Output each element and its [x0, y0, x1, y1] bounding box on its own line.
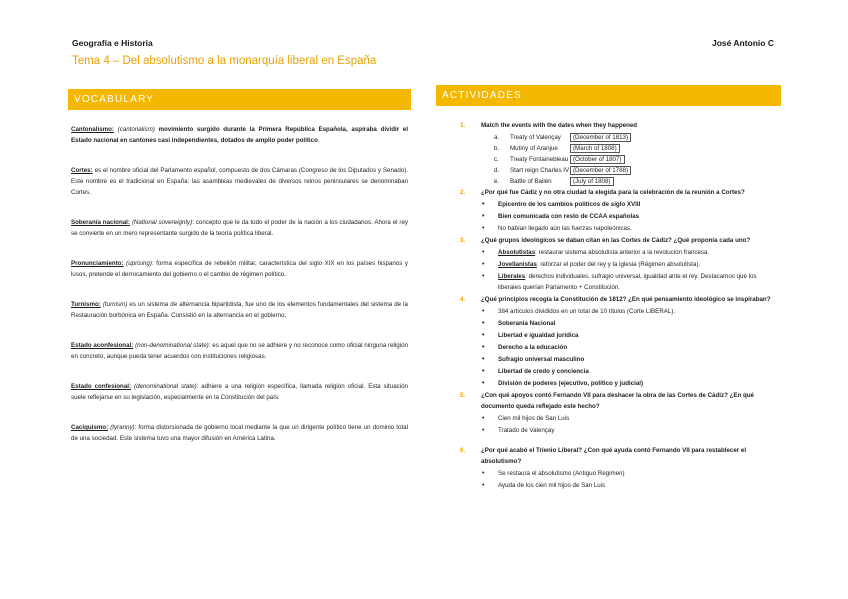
list-item: • Tratado de Valençay — [482, 427, 555, 434]
list-item: • 384 artículos divididos en un total de 10 títulos (Corte LIBERAL). — [482, 308, 676, 315]
vocabulary-section — [68, 89, 411, 463]
author-name: José Antonio C — [711, 38, 774, 48]
question-3: 3. ¿Qué grupos ideológicos se daban citan en las Cortes de Cádiz? ¿Qué proponía cada uno? — [460, 237, 751, 244]
list-item: • Derecho a la educación — [482, 344, 568, 351]
question-6: 6. ¿Por qué acabó el Trienio Liberal? ¿Con qué ayuda contó Fernando VII para restablecer el absolutismo? — [460, 447, 747, 465]
list-item: • Jovellanistas: reforzar el poder del rey y la iglesia (Régimen absolutista). — [482, 261, 701, 268]
activities-list — [436, 120, 781, 491]
vocab-entry-cantonalismo: Cantonalismo: (cantonalism) movimiento surgido durante la Primera República Española, aspiraba dividir el Estado nacional en cantones casi independientes, dotados de amplio poder político. — [71, 126, 408, 144]
match-item: d. Start reign Charles IV (December of 1788) — [436, 165, 781, 176]
list-item: • Se restaura el absolutismo (Antiguo Regimen) — [482, 470, 625, 477]
activities-banner: ACTIVIDADES — [436, 85, 781, 106]
list-item: • Liberales: derechos individuales, sufragio universal, igualdad ante el rey. Destacamos que los liberales querían Parlamento + Constitución. — [482, 273, 757, 291]
list-item: • Epicentro de los cambios políticos de siglo XVIII — [482, 201, 641, 208]
list-item: • Libertad de credo y conciencia — [482, 368, 589, 375]
activities-section — [436, 85, 781, 492]
list-item: • Sufragio universal masculino — [482, 356, 585, 363]
vocabulary-list — [68, 124, 411, 444]
question-2: 2. ¿Por qué fue Cádiz y no otra ciudad la elegida para la celebración de la reunión a Cortes? — [460, 189, 745, 196]
question-5: 5. ¿Con qué apoyos contó Fernando VII para deshacer la obra de las Cortes de Cádiz? ¿En qué documento queda reflejado este hecho? — [460, 392, 754, 410]
vocab-entry-estado-confesional: Estado confesional: (denominational state): adhiere a una religión específica, llamada religión oficial. Esta situación suele reflejarse en su legislación, especialmente en la Constitución del país. — [71, 383, 408, 401]
match-item: e. Battle of Bailén (July of 1808) — [436, 176, 781, 187]
list-item: • Absolutistas: restaurar sistema absolutista anterior a la revolución francesa. — [482, 249, 710, 256]
list-item: • Cien mil hijos de San Luis — [482, 415, 570, 422]
topic-title: Tema 4 – Del absolutismo a la monarquía liberal en España — [72, 55, 377, 67]
question-1: 1. Match the events with the dates when they happened — [460, 122, 638, 129]
vocab-entry-turnismo: Turnismo: (turnism) es un sistema de alternancia bipartidista, fue uno de los elementos fundamentales del sistema de la Restauración borbónica en España. Consistió en la alternancia en el gobierno. — [71, 301, 408, 319]
match-item: c. Treaty Fontainebleau (October of 1807) — [436, 154, 781, 165]
match-item: a. Treaty of Valençay (December of 1813) — [436, 132, 781, 143]
list-item: • División de poderes (ejecutivo, político y judicial) — [482, 380, 644, 387]
vocab-entry-estado-aconfesional: Estado aconfesional: (non-denominational state): es aquel que no se adhiere y no reconoce como oficial ninguna religión en concreto, aunque pueda tener acuerdos con instituciones religiosas. — [71, 342, 408, 360]
vocab-entry-caciquismo: Caciquismo: (tyranny): forma distorsionada de gobierno local mediante la que un dirigente político tiene un dominio total de una sociedad. Este sistema tuvo una mayor difusión en América Latina. — [71, 424, 408, 442]
vocabulary-banner: VOCABULARY — [68, 89, 411, 110]
vocab-entry-pronunciamiento: Pronunciamiento: (uprising): forma específica de rebelión militar, característica del siglo XIX en los países hispanos y lusos, pretende el derrocamiento del gobierno o el cambio de régimen político. — [71, 260, 408, 278]
list-item: • Bien comunicada con resto de CCAA españolas — [482, 213, 640, 220]
list-item: • Soberanía Nacional — [482, 320, 556, 327]
subject-title: Geografía e Historia — [72, 38, 153, 48]
list-item: • No habían llegado aún las fuerzas napoleónicas. — [482, 225, 632, 232]
vocab-entry-soberania: Soberanía nacional: (National sovereignty): concepto que le da todo el poder de la nación a los ciudadanos. Ahora el rey se convierte en un mero representante surgido de la teoría política liberal. — [71, 219, 409, 237]
question-4: 4. ¿Qué principios recogía la Constitución de 1812? ¿En qué pensamiento ideológico se inspiraban? — [460, 296, 771, 303]
list-item: • Ayuda de los cien mil hijos de San Luis — [482, 482, 606, 489]
match-item: b. Mutiny of Aranjue (March of 1808) — [436, 143, 781, 154]
vocab-entry-cortes: Cortes: es el nombre oficial del Parlamento español, compuesto de dos Cámaras (Congreso de los Diputados y Senado). Este nombre es el tradicional en España: las asambleas medievales de diversos reinos peninsulares se denominaban Cortes. — [71, 167, 408, 196]
list-item: • Libertad e igualdad jurídica — [482, 332, 579, 339]
